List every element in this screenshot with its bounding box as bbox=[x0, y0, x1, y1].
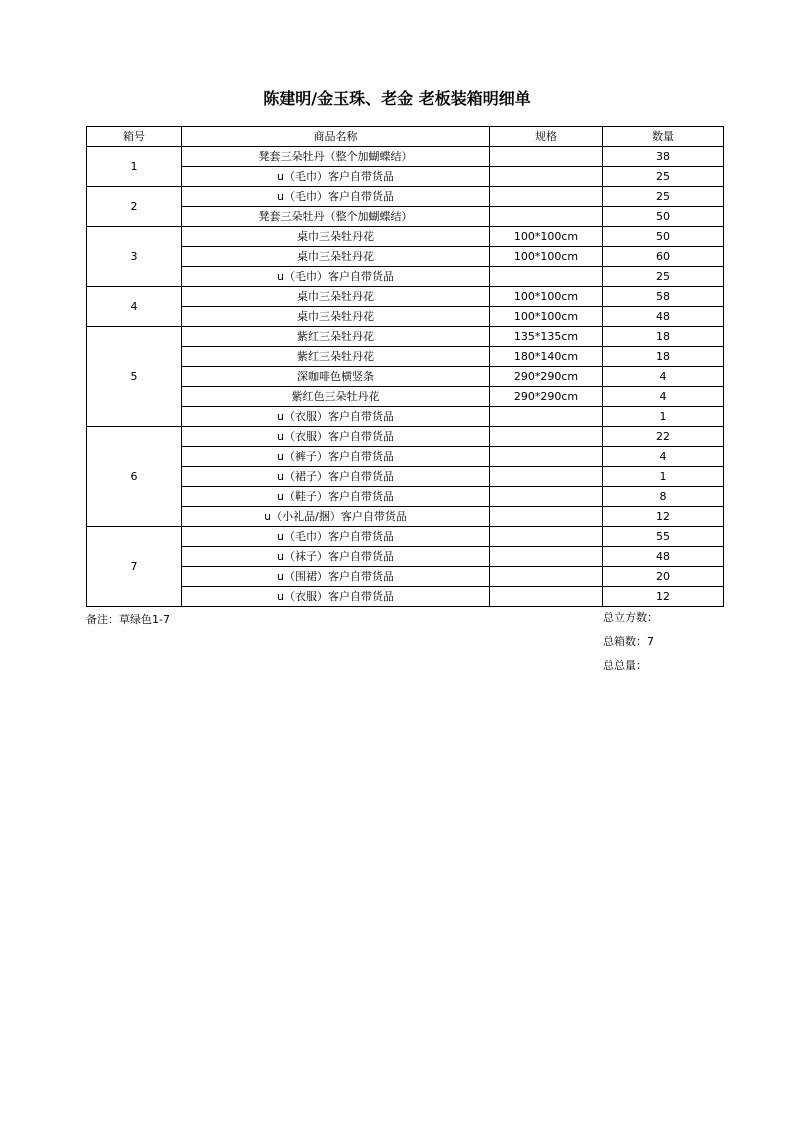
product-name-cell: 紫红三朵牡丹花 bbox=[182, 347, 490, 367]
table-row bbox=[87, 387, 724, 407]
page-title: 陈建明/金玉珠、老金 老板装箱明细单 bbox=[263, 89, 531, 108]
quantity-cell: 50 bbox=[603, 207, 724, 227]
product-name-cell: u（裤子）客户自带货品 bbox=[182, 447, 490, 467]
table-row bbox=[87, 327, 724, 347]
quantity-cell: 55 bbox=[603, 527, 724, 547]
box-number-cell: 1 bbox=[87, 147, 182, 187]
spec-cell: 100*100cm bbox=[490, 287, 603, 307]
spec-cell bbox=[490, 187, 603, 207]
spec-cell bbox=[490, 407, 603, 427]
total-weight: 总总量： bbox=[603, 659, 647, 672]
quantity-cell: 58 bbox=[603, 287, 724, 307]
product-name-cell: 凳套三朵牡丹（整个加蝴蝶结） bbox=[182, 207, 490, 227]
spec-cell bbox=[490, 267, 603, 287]
quantity-cell: 8 bbox=[603, 487, 724, 507]
spec-cell: 290*290cm bbox=[490, 387, 603, 407]
quantity-cell: 48 bbox=[603, 547, 724, 567]
quantity-cell: 18 bbox=[603, 347, 724, 367]
packing-table bbox=[86, 126, 724, 607]
spec-cell: 135*135cm bbox=[490, 327, 603, 347]
quantity-cell: 12 bbox=[603, 507, 724, 527]
quantity-cell: 4 bbox=[603, 367, 724, 387]
table-row bbox=[87, 507, 724, 527]
totals-block bbox=[603, 611, 658, 683]
product-name-cell: 桌巾三朵牡丹花 bbox=[182, 247, 490, 267]
product-name-cell: u（毛巾）客户自带货品 bbox=[182, 167, 490, 187]
table-row bbox=[87, 587, 724, 607]
quantity-cell: 20 bbox=[603, 567, 724, 587]
product-name-cell: u（鞋子）客户自带货品 bbox=[182, 487, 490, 507]
product-name-cell: u（衣服）客户自带货品 bbox=[182, 427, 490, 447]
spec-cell: 100*100cm bbox=[490, 227, 603, 247]
box-number-cell: 2 bbox=[87, 187, 182, 227]
spec-cell: 290*290cm bbox=[490, 367, 603, 387]
box-number-cell: 3 bbox=[87, 227, 182, 287]
spec-cell bbox=[490, 147, 603, 167]
total-volume: 总立方数： bbox=[603, 611, 658, 624]
product-name-cell: 紫红三朵牡丹花 bbox=[182, 327, 490, 347]
spec-cell bbox=[490, 547, 603, 567]
table-row bbox=[87, 547, 724, 567]
product-name-cell: u（衣服）客户自带货品 bbox=[182, 587, 490, 607]
spec-cell bbox=[490, 467, 603, 487]
quantity-cell: 38 bbox=[603, 147, 724, 167]
product-name-cell: u（衣服）客户自带货品 bbox=[182, 407, 490, 427]
quantity-cell: 25 bbox=[603, 267, 724, 287]
spec-cell bbox=[490, 487, 603, 507]
table-row bbox=[87, 287, 724, 307]
table-row bbox=[87, 147, 724, 167]
product-name-cell: u（毛巾）客户自带货品 bbox=[182, 187, 490, 207]
table-row bbox=[87, 407, 724, 427]
quantity-cell: 4 bbox=[603, 447, 724, 467]
table-row bbox=[87, 567, 724, 587]
quantity-cell: 22 bbox=[603, 427, 724, 447]
header-quantity: 数量 bbox=[603, 127, 724, 147]
table-row bbox=[87, 427, 724, 447]
table-row bbox=[87, 187, 724, 207]
header-box-no: 箱号 bbox=[87, 127, 182, 147]
spec-cell: 100*100cm bbox=[490, 307, 603, 327]
product-name-cell: 桌巾三朵牡丹花 bbox=[182, 287, 490, 307]
quantity-cell: 1 bbox=[603, 467, 724, 487]
table-row bbox=[87, 227, 724, 247]
quantity-cell: 4 bbox=[603, 387, 724, 407]
table-row bbox=[87, 527, 724, 547]
spec-cell bbox=[490, 507, 603, 527]
product-name-cell: 桌巾三朵牡丹花 bbox=[182, 307, 490, 327]
header-spec: 规格 bbox=[490, 127, 603, 147]
product-name-cell: u（围裙）客户自带货品 bbox=[182, 567, 490, 587]
spec-cell bbox=[490, 207, 603, 227]
box-number-cell: 6 bbox=[87, 427, 182, 527]
table-body bbox=[87, 147, 724, 607]
table-row bbox=[87, 267, 724, 287]
product-name-cell: u（小礼品/捆）客户自带货品 bbox=[182, 507, 490, 527]
spec-cell bbox=[490, 167, 603, 187]
table-row bbox=[87, 467, 724, 487]
spec-cell bbox=[490, 587, 603, 607]
table-row bbox=[87, 487, 724, 507]
box-number-cell: 7 bbox=[87, 527, 182, 607]
product-name-cell: 桌巾三朵牡丹花 bbox=[182, 227, 490, 247]
header-product-name: 商品名称 bbox=[182, 127, 490, 147]
quantity-cell: 25 bbox=[603, 167, 724, 187]
spec-cell bbox=[490, 567, 603, 587]
header-row bbox=[87, 127, 724, 147]
product-name-cell: u（袜子）客户自带货品 bbox=[182, 547, 490, 567]
table-row bbox=[87, 167, 724, 187]
table-row bbox=[87, 247, 724, 267]
box-number-cell: 5 bbox=[87, 327, 182, 427]
quantity-cell: 25 bbox=[603, 187, 724, 207]
box-number-cell: 4 bbox=[87, 287, 182, 327]
table-row bbox=[87, 347, 724, 367]
spec-cell: 100*100cm bbox=[490, 247, 603, 267]
spec-cell: 180*140cm bbox=[490, 347, 603, 367]
table-row bbox=[87, 367, 724, 387]
spec-cell bbox=[490, 447, 603, 467]
quantity-cell: 50 bbox=[603, 227, 724, 247]
remark-note: 备注：草绿色1-7 bbox=[86, 613, 170, 626]
quantity-cell: 48 bbox=[603, 307, 724, 327]
table-row bbox=[87, 207, 724, 227]
product-name-cell: 深咖啡色横竖条 bbox=[182, 367, 490, 387]
product-name-cell: u（毛巾）客户自带货品 bbox=[182, 527, 490, 547]
table-row bbox=[87, 307, 724, 327]
quantity-cell: 12 bbox=[603, 587, 724, 607]
quantity-cell: 1 bbox=[603, 407, 724, 427]
quantity-cell: 18 bbox=[603, 327, 724, 347]
spec-cell bbox=[490, 427, 603, 447]
product-name-cell: u（裙子）客户自带货品 bbox=[182, 467, 490, 487]
spec-cell bbox=[490, 527, 603, 547]
quantity-cell: 60 bbox=[603, 247, 724, 267]
product-name-cell: 紫红色三朵牡丹花 bbox=[182, 387, 490, 407]
product-name-cell: u（毛巾）客户自带货品 bbox=[182, 267, 490, 287]
total-boxes: 总箱数：7 bbox=[603, 635, 654, 648]
table-row bbox=[87, 447, 724, 467]
product-name-cell: 凳套三朵牡丹（整个加蝴蝶结） bbox=[182, 147, 490, 167]
